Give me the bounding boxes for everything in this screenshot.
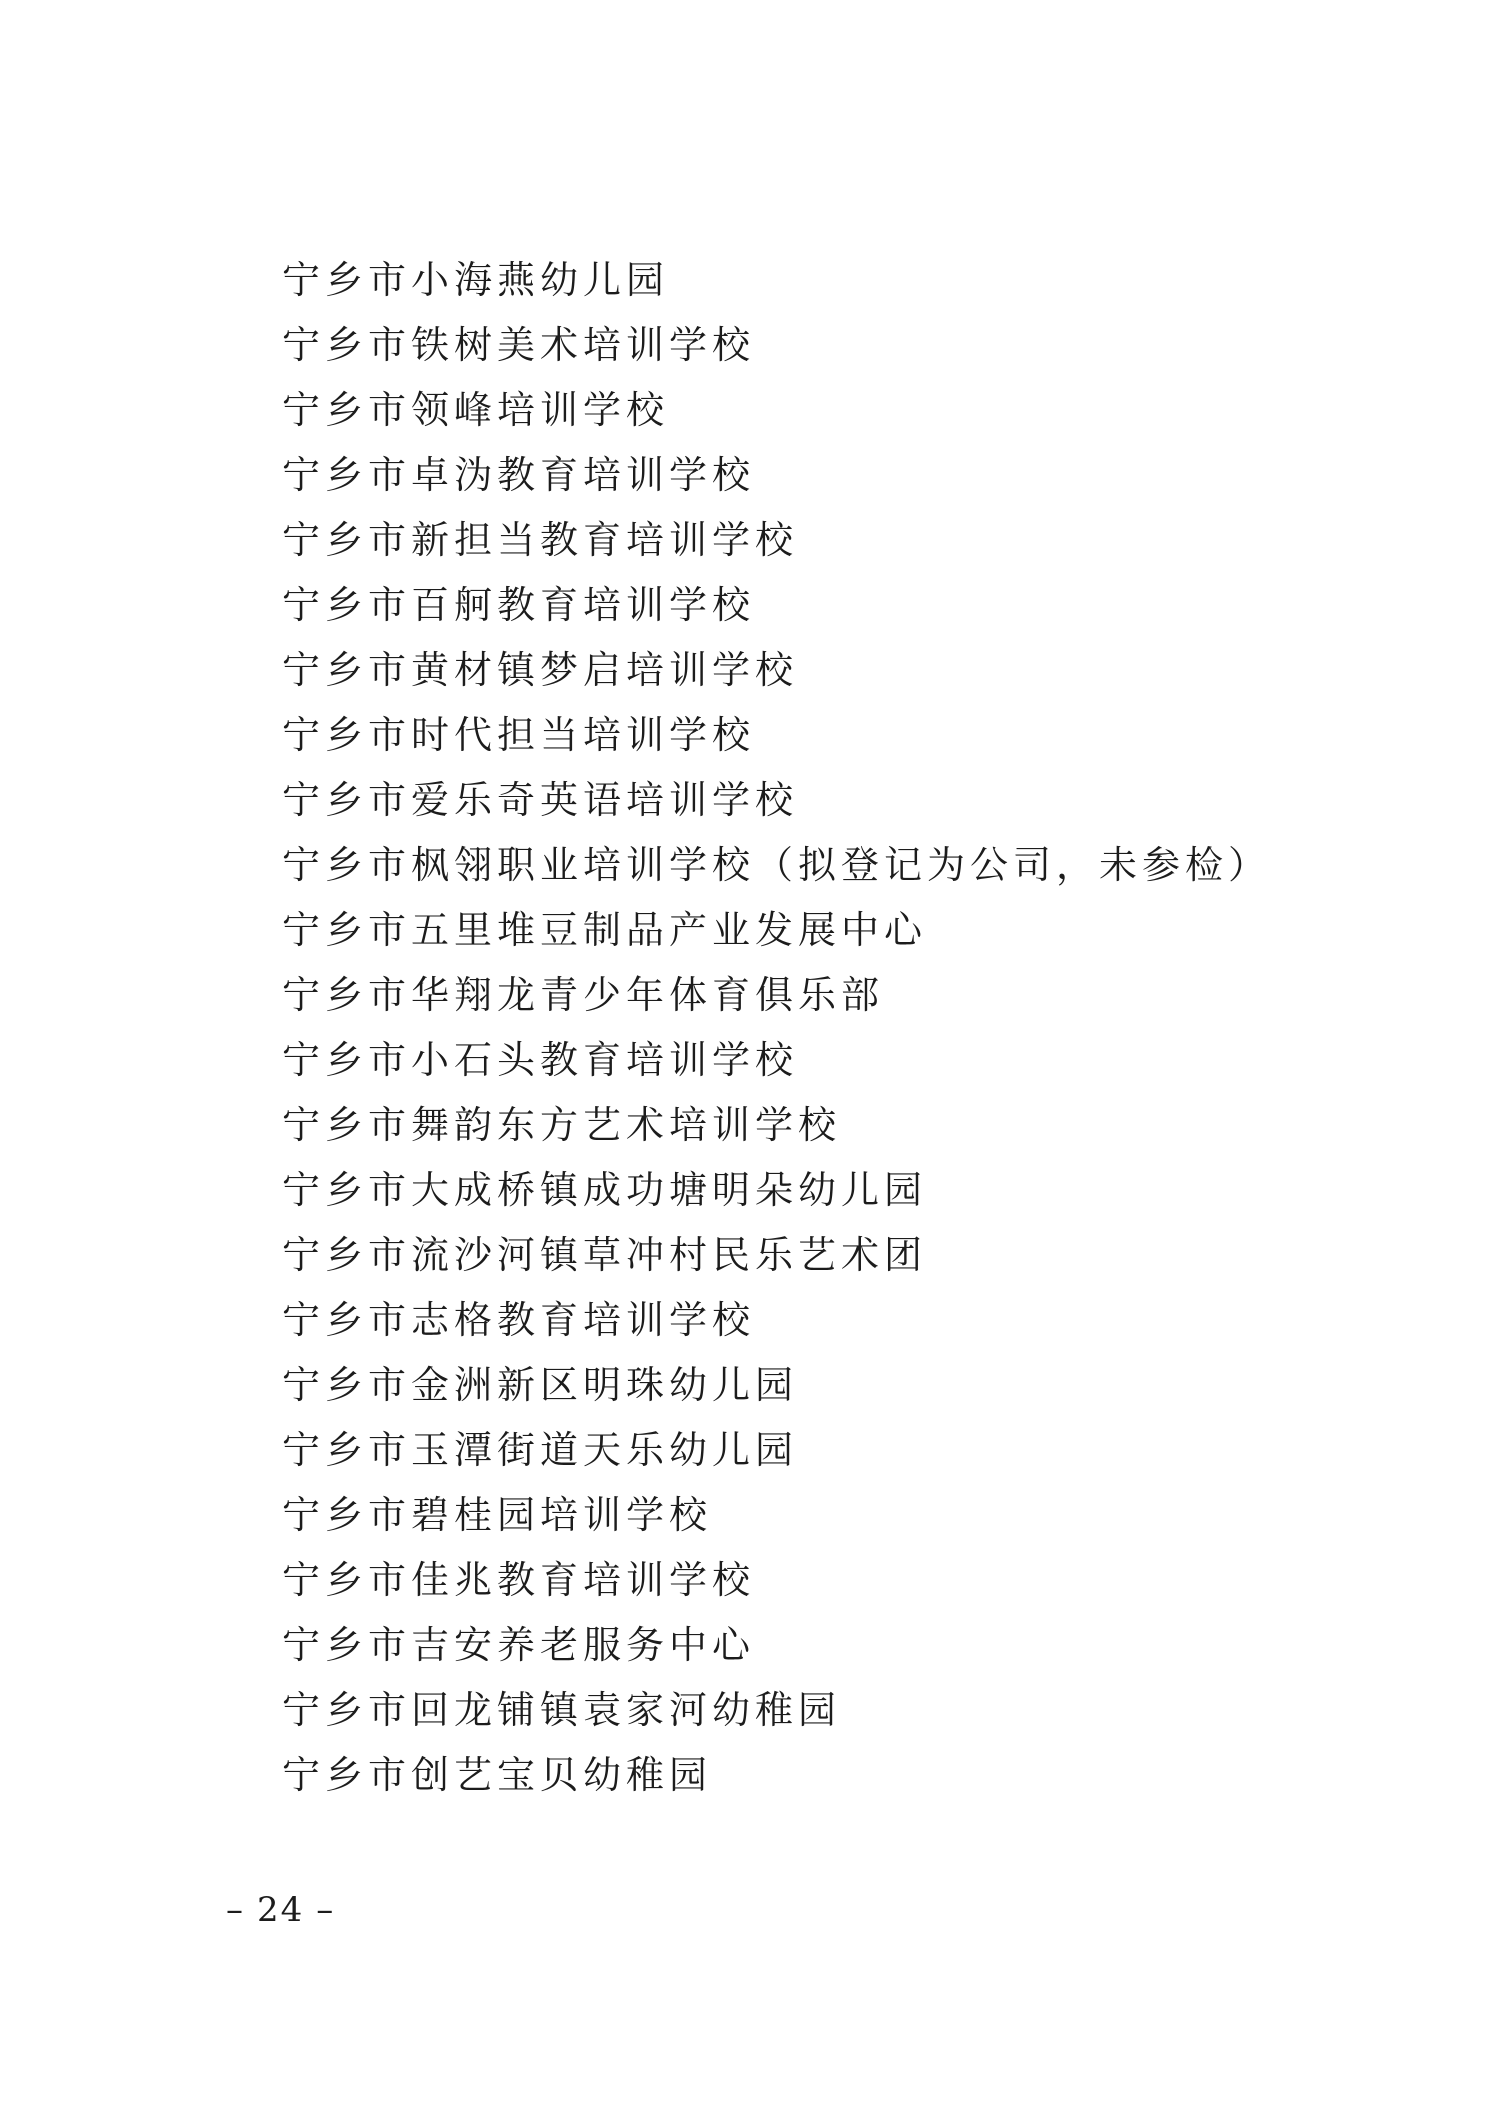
- list-item: 宁乡市舞韵东方艺术培训学校: [282, 1103, 842, 1147]
- list-item: 宁乡市回龙铺镇袁家河幼稚园: [282, 1688, 842, 1732]
- list-item: 宁乡市百舸教育培训学校: [282, 583, 756, 627]
- list-item: 宁乡市领峰培训学校: [282, 388, 670, 432]
- list-item: 宁乡市枫翎职业培训学校（拟登记为公司，未参检）: [282, 843, 1272, 887]
- page-number-value: 24: [257, 1890, 305, 1930]
- list-item: 宁乡市华翔龙青少年体育俱乐部: [282, 973, 885, 1017]
- list-item: 宁乡市铁树美术培训学校: [282, 323, 756, 367]
- list-item: 宁乡市小石头教育培训学校: [282, 1038, 799, 1082]
- list-item: 宁乡市金洲新区明珠幼儿园: [282, 1363, 799, 1407]
- list-item: 宁乡市吉安养老服务中心: [282, 1623, 756, 1667]
- list-item: 宁乡市创艺宝贝幼稚园: [282, 1753, 713, 1797]
- list-item: 宁乡市新担当教育培训学校: [282, 518, 799, 562]
- list-item: 宁乡市时代担当培训学校: [282, 713, 756, 757]
- page-number: [214, 1890, 347, 1930]
- list-item: 宁乡市五里堆豆制品产业发展中心: [282, 908, 928, 952]
- organization-list: [282, 248, 1282, 1808]
- list-item: 宁乡市碧桂园培训学校: [282, 1493, 713, 1537]
- page-number-dash-right: –: [316, 1890, 336, 1930]
- list-item: 宁乡市玉潭街道天乐幼儿园: [282, 1428, 799, 1472]
- list-item: 宁乡市黄材镇梦启培训学校: [282, 648, 799, 692]
- page-number-dash-left: –: [226, 1890, 245, 1930]
- list-item: 宁乡市佳兆教育培训学校: [282, 1558, 756, 1602]
- list-item: 宁乡市志格教育培训学校: [282, 1298, 756, 1342]
- list-item: 宁乡市卓沩教育培训学校: [282, 453, 756, 497]
- list-item: 宁乡市大成桥镇成功塘明朵幼儿园: [282, 1168, 928, 1212]
- list-item: 宁乡市小海燕幼儿园: [282, 258, 670, 302]
- list-item: 宁乡市爱乐奇英语培训学校: [282, 778, 799, 822]
- list-item: 宁乡市流沙河镇草冲村民乐艺术团: [282, 1233, 928, 1277]
